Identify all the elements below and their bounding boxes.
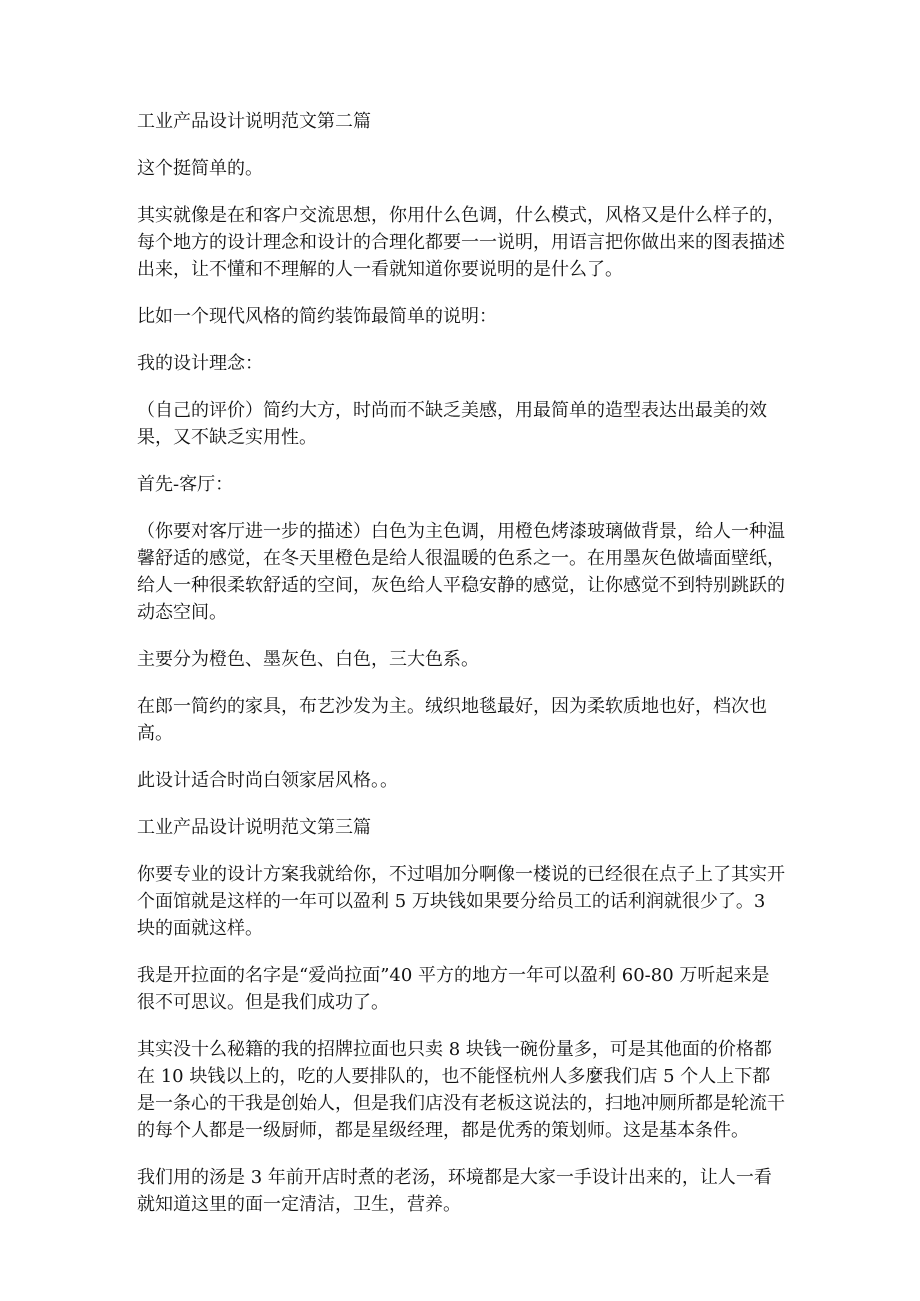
paragraph: 其实就像是在和客户交流思想，你用什么色调，什么模式，风格又是什么样子的，每个地方的设计理念和设计的合理化都要一一说明，用语言把你做出来的图表描述出来，让不懂和不理解的人一看就知道你要说明的是什么了。 <box>137 205 785 280</box>
paragraph: 你要专业的设计方案我就给你，不过唱加分啊像一楼说的已经很在点子上了其实开个面馆就是这样的一年可以盈利 5 万块钱如果要分给员工的话利润就很少了。3 块的面就这样。 <box>137 864 785 939</box>
paragraph: （你要对客厅进一步的描述）白色为主色调，用橙色烤漆玻璃做背景，给人一种温馨舒适的感觉，在冬天里橙色是给人很温暖的色系之一。在用墨灰色做墙面壁纸，给人一种很柔软舒适的空间，灰色给人平稳安静的感觉，让你感觉不到特别跳跃的动态空间。 <box>137 521 785 623</box>
paragraph: 我是开拉面的名字是“爱尚拉面”40 平方的地方一年可以盈利 60-80 万听起来是很不可思议。但是我们成功了。 <box>137 965 770 1013</box>
section-heading-2: 工业产品设计说明范文第二篇 <box>137 111 371 132</box>
paragraph: （自己的评价）简约大方，时尚而不缺乏美感，用最简单的造型表达出最美的效果，又不缺乏实用性。 <box>137 400 767 448</box>
paragraph: 我的设计理念： <box>137 353 263 374</box>
paragraph: 比如一个现代风格的简约装饰最简单的说明： <box>137 306 497 327</box>
paragraph: 这个挺简单的。 <box>137 158 263 179</box>
document-body <box>137 108 787 1238</box>
paragraph: 其实没十么秘籍的我的招牌拉面也只卖 8 块钱一碗份量多，可是其他面的价格都在 10 块钱以上的，吃的人要排队的，也不能怪杭州人多麼我们店 5 个人上下都是一条心的干我是创始人，但是我们店没有老板这说法的，扫地冲厕所都是轮流干的每个人都是一级厨师，都是星级经理，都是优秀的策划师。这是基本条件。 <box>137 1039 785 1141</box>
paragraph: 主要分为橙色、墨灰色、白色，三大色系。 <box>137 649 479 670</box>
paragraph: 在郎一简约的家具，布艺沙发为主。绒织地毯最好，因为柔软质地也好，档次也高。 <box>137 696 767 744</box>
paragraph: 首先-客厅： <box>137 474 234 495</box>
section-heading-3: 工业产品设计说明范文第三篇 <box>137 817 371 838</box>
paragraph: 此设计适合时尚白领家居风格。。 <box>137 770 398 791</box>
paragraph: 我们用的汤是 3 年前开店时煮的老汤，环境都是大家一手设计出来的，让人一看就知道这里的面一定清洁，卫生，营养。 <box>137 1167 772 1215</box>
